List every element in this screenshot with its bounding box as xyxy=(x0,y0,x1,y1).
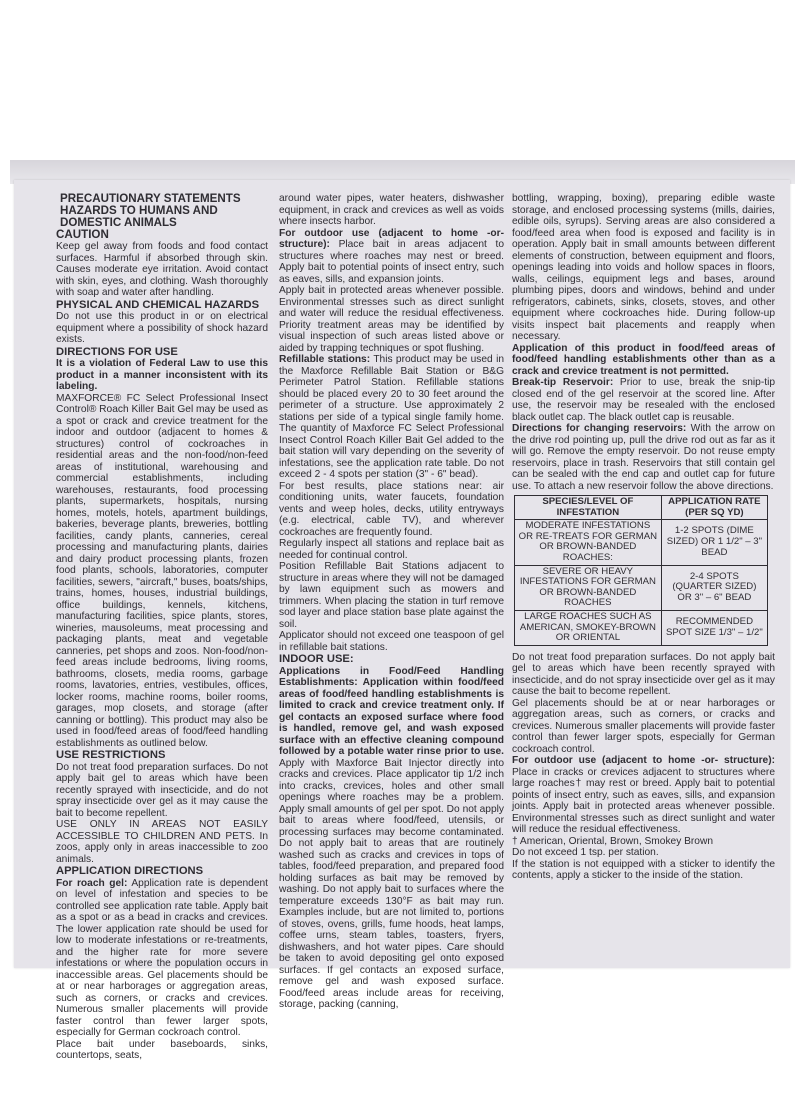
table-cell-rate: 2-4 SPOTS (QUARTER SIZED) OR 3" – 6" BEAD xyxy=(661,565,767,610)
place-bait-text: Place bait under baseboards, sinks, countertops, seats, xyxy=(56,1038,268,1061)
table-cell-rate: 1-2 SPOTS (DIME SIZED) OR 1 1/2" – 3" BEAD xyxy=(661,520,767,565)
applicator-text: Applicator should not exceed one teaspoon of gel in refillable bait stations. xyxy=(279,630,504,653)
label-column-1 xyxy=(56,193,268,1062)
outdoor-large-roaches-paragraph xyxy=(512,755,775,836)
break-tip-label: Break-tip Reservoir: xyxy=(512,377,614,388)
changing-reservoirs-text: With the arrow on the drive rod pointing up, pull the drive rod out as far as it will go. Remove the empty reservoir. Do not reuse empty reservoirs, place in trash. Reservoirs that still contain gel can be sealed with the end cap and outlet cap for future use. To attach a new reservoir follow the above directions. xyxy=(512,423,775,492)
position-stations-text: Position Refillable Bait Stations adjacent to structure in areas where they will not be damaged by lawn equipment such as mowers and trimmers. When placing the station in turf remove sod layer and place station base plate against the soil. xyxy=(279,561,504,630)
application-rate-table xyxy=(514,495,768,646)
federal-law-statement: It is a violation of Federal Law to use this product in a manner inconsistent with its labeling. xyxy=(56,358,268,392)
roach-gel-paragraph xyxy=(56,878,268,1039)
table-header-row xyxy=(515,496,768,520)
table-header-species: SPECIES/LEVEL OF INFESTATION xyxy=(515,496,662,520)
caution-heading: CAUTION xyxy=(56,228,109,241)
not-permitted-bold: Application of this product in food/feed areas of food/feed handling establishments other than as a crack and crevice treatment is not permitted. xyxy=(512,342,775,377)
directions-text: MAXFORCE® FC Select Professional Insect Control® Roach Killer Bait Gel may be used as a spot or crack and crevice treatment for the indoor and outdoor (adjacent to homes & structures) control of cockroaches in residential areas and the non-food/non-feed areas of institutional, warehousing and commercial establishments, including warehouses, restaurants, food processing plants, supermarkets, hospitals, nursing homes, motels, hotels, apartment buildings, bakeries, beverage plants, breweries, bottling facilities, candy plants, canneries, cereal processing and manufacturing plants, dairies and dairy product processing plants, frozen food plants, schools, laboratories, computer facilities, sewers, "aircraft," buses, boats/ships, trains, homes, houses, industrial buildings, office buildings, kennels, kitchens, manufacturing facilities, spice plants, stores, wineries, mausoleums, meat processing and packaging plants, meat and vegetable canneries, pet shops and zoos. Non-food/non-feed areas include bedrooms, living rooms, bathrooms, closets, media rooms, garbage rooms, lavatories, entries, vestibules, offices, locker rooms, machine rooms, boiler rooms, garages, mop closets, and storage (after canning or bottling). This product may also be used in food/feed areas of food/feed handling establishments as outlined below. xyxy=(56,392,268,749)
outdoor-paragraph xyxy=(279,228,504,286)
refillable-paragraph xyxy=(279,354,504,481)
table-cell-species: LARGE ROACHES SUCH AS AMERICAN, SMOKEY-BROWN OR ORIENTAL xyxy=(515,610,662,645)
domestic-animals-heading: DOMESTIC ANIMALS xyxy=(60,216,177,229)
physical-hazards-text: Do not use this product in or on electrical equipment where a possibility of shock hazard exists. xyxy=(56,311,268,345)
physical-hazards-heading: PHYSICAL AND CHEMICAL HAZARDS xyxy=(56,298,260,311)
changing-reservoirs-label: Directions for changing reservoirs: xyxy=(512,423,687,434)
not-permitted-text xyxy=(512,343,775,378)
table-cell-species: MODERATE INFESTATIONS OR RE-TREATS FOR GERMAN OR BROWN-BANDED ROACHES: xyxy=(515,520,662,565)
precautionary-heading: PRECAUTIONARY STATEMENTS xyxy=(60,192,241,205)
sticker-text: If the station is not equipped with a sticker to identify the contents, apply a sticker to the inside of the station. xyxy=(512,858,775,882)
indoor-paragraph xyxy=(279,666,504,1011)
outdoor-text: Place bait in areas adjacent to structures where roaches may nest or breed. Apply bait to potential points of insect entry, such as eaves, sills, and expansion joints. xyxy=(279,239,504,285)
table-header-rate: APPLICATION RATE (PER SQ YD) xyxy=(661,496,767,520)
use-only-text: USE ONLY IN AREAS NOT EASILY ACCESSIBLE TO CHILDREN AND PETS. In zoos, apply only in areas inaccessible to zoo animals. xyxy=(56,819,268,865)
label-column-3 xyxy=(512,193,775,882)
roach-gel-text: Application rate is dependent on level of infestation and species to be controlled see application rate table. Apply bait as a spot or as a bead in cracks and crevices. The lower application rate should be used for low to moderate infestations or re-treatments, and the higher rate for more severe infestations or where the population occurs in inaccessible areas. Gel placements should be at or near harborages or aggregation areas, such as corners, or cracks and crevices. Numerous smaller placements will provide faster control than fewer larger spots, especially for German cockroach control. xyxy=(56,877,268,1038)
break-tip-text: Prior to use, break the snip-tip closed end of the gel reservoir at the scored line. After use, the reservoir may be resealed with the enclosed black outlet cap. The black outlet cap is reusable. xyxy=(512,377,776,423)
footnote: † American, Oriental, Brown, Smokey Brown xyxy=(512,835,713,847)
table-row xyxy=(515,565,768,610)
table-row xyxy=(515,610,768,645)
break-tip-paragraph xyxy=(512,377,775,423)
best-results-text: For best results, place stations near: air conditioning units, water faucets, foundation vents and weep holes, decks, utility entryways (e.g. electrical, cable TV), and wherever cockroaches are frequently found. xyxy=(279,480,504,538)
placements-text: Gel placements should be at or near harborages or aggregation areas, such as corners, or cracks and crevices. Numerous smaller placements will provide faster control than fewer larger spots, especially for German cockroach control. xyxy=(512,697,775,755)
continuation-text: bottling, wrapping, boxing), preparing edible waste storage, and enclosed processing systems (mills, dairies, edible oils, syrups). Serving areas are also considered a food/feed area when food is exposed and facility is in operation. Apply bait in small amounts between different elements of construction, between equipment and floors, openings leading into voids and hollow spaces in floors, walls, ceilings, equipment legs and bases, around plumbing pipes, doors and windows, behind and under refrigerators, cabinets, sinks, closets, stoves, and other equipment where cockroaches hide. During follow-up visits inspect bait placements and reapply when necessary. xyxy=(512,193,775,342)
caution-text: Keep gel away from foods and food contact surfaces. Harmful if absorbed through skin. Causes moderate eye irritation. Avoid contact with skin, eyes, and clothing. Wash thoroughly with soap and water after handling. xyxy=(56,241,268,298)
refillable-label: Refillable stations: xyxy=(279,354,371,365)
regularly-inspect-text: Regularly inspect all stations and replace bait as needed for continual control. xyxy=(279,538,504,561)
outdoor-label: For outdoor use (adjacent to home -or- structure): xyxy=(279,227,504,250)
roach-gel-label: For roach gel: xyxy=(56,877,128,889)
label-column-2 xyxy=(279,193,504,1011)
protected-areas-text: Apply bait in protected areas whenever possible. Environmental stresses such as direct sunlight and water will reduce the residual effectiveness. Priority treatment areas may be identified by visual inspection of such areas listed above or aided by trapping techniques or spot flushing. xyxy=(279,285,504,354)
application-directions-heading: APPLICATION DIRECTIONS xyxy=(56,865,204,877)
outdoor-label: For outdoor use (adjacent to home -or- structure): xyxy=(512,755,775,767)
do-not-exceed-text: Do not exceed 1 tsp. per station. xyxy=(512,847,659,859)
table-cell-species: SEVERE OR HEAVY INFESTATIONS FOR GERMAN OR BROWN-BANDED ROACHES xyxy=(515,565,662,610)
directions-heading: DIRECTIONS FOR USE xyxy=(56,345,178,358)
indoor-use-heading: INDOOR USE: xyxy=(279,653,354,665)
outdoor-text: Place in cracks or crevices adjacent to structures where large roaches† may rest or breed. Apply bait to potential points of insect entry, such as eaves, sills, and expansion joints. Apply bait in protected areas whenever possible. Environmental stresses such as direct sunlight and water will reduce the residual effectiveness. xyxy=(512,766,775,836)
indoor-text: Apply with Maxforce Bait Injector directly into cracks and crevices. Place applicator tip 1/2 inch into cracks, crevices, holes and other small openings where roaches may be a problem. Apply small amounts of gel per spot. Do not apply bait to areas where food/feed, utensils, or processing surfaces may become contaminated. Do not apply bait to areas that are routinely washed such as cracks and crevices in tops of tables, food/feed preparation, and prepared food holding surfaces as bait may be removed by washing. Do not apply bait to surfaces where the temperature exceeds 130°F as bait may run. Examples include, but are not limited to, portions of stoves, ovens, grills, fume hoods, heat lamps, coffee urns, steam tables, toasters, fryers, dishwashers, and hot water pipes. Care should be taken to avoid depositing gel onto exposed surfaces. If gel contacts an exposed surface, remove gel and wash exposed surface. Food/feed areas include areas for receiving, storage, packing (canning, xyxy=(279,757,504,1010)
use-restrictions-heading: USE RESTRICTIONS xyxy=(56,749,166,761)
no-treat-text: Do not treat food preparation surfaces. Do not apply bait gel to areas which have been recently sprayed with insecticide, and do not spray insecticide over gel as it may cause the bait to become repellent. xyxy=(512,651,775,698)
changing-reservoirs-paragraph xyxy=(512,423,775,492)
continuation-text: around water pipes, water heaters, dishwasher equipment, in crack and crevices as well as voids where insects harbor. xyxy=(279,193,504,227)
hazards-heading: HAZARDS TO HUMANS AND xyxy=(60,204,218,217)
table-cell-rate: RECOMMENDED SPOT SIZE 1/3" – 1/2" xyxy=(661,610,767,645)
table-row xyxy=(515,520,768,565)
use-restrictions-text: Do not treat food preparation surfaces. Do not apply bait gel to areas which have been recently sprayed with insecticide, and do not spray insecticide over gel as it may cause the bait to become repellent. xyxy=(56,761,268,819)
refillable-text: This product may be used in the Maxforce Refillable Bait Station or B&G Perimeter Patrol Station. Refillable stations should be placed every 20 to 30 feet around the perimeter of a structure. Use approximately 2 stations per side of a typical single family home. The quantity of Maxforce FC Select Professional Insect Control Roach Killer Bait Gel added to the bait station will vary depending on the severity of infestations, see the application rate table. Do not exceed 2 - 4 spots per station (3" - 6" bead). xyxy=(279,354,505,480)
indoor-bold-text: Applications in Food/Feed Handling Establishments: Application within food/feed areas of food/feed handling establishments is limited to crack and crevice treatment only. If gel contacts an exposed surface where food is handled, remove gel, and wash exposed surface with an effective cleaning compound followed by a potable water rinse prior to use. xyxy=(279,665,504,757)
